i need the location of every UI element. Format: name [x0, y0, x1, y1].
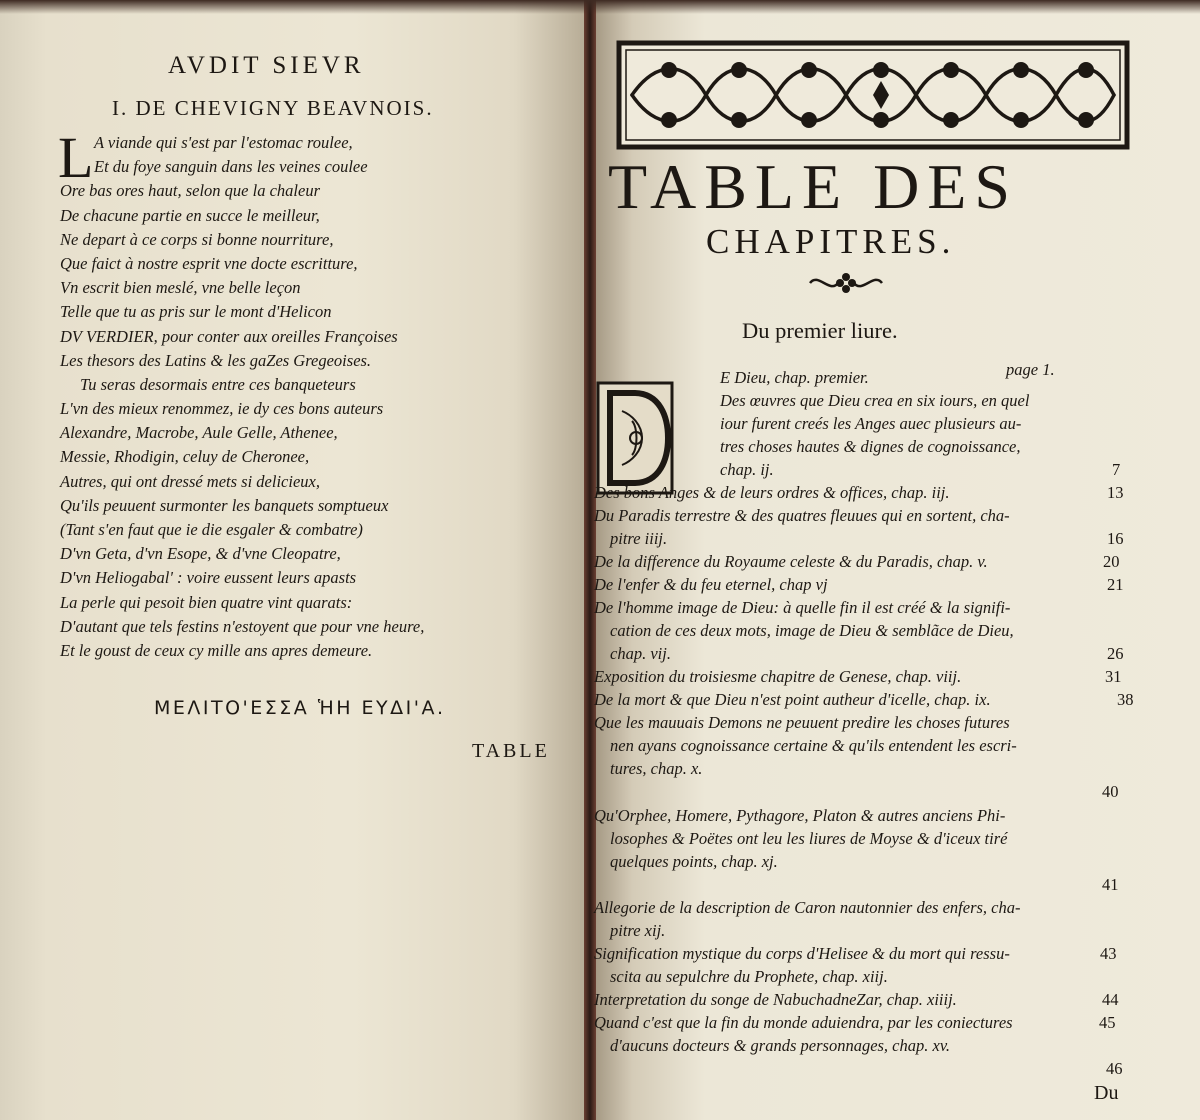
toc-entry: De la mort & que Dieu n'est point autheur d'icelle, chap. ix. — [594, 690, 991, 709]
toc-entry: Que les mauuais Demons ne peuuent predire les choses futures — [594, 713, 1010, 732]
verse-line: Ore bas ores haut, selon que la chaleur — [60, 181, 320, 201]
toc-entry: nen ayans cognoissance certaine & qu'ils entendent les escri- — [610, 736, 1017, 755]
verse-line: D'vn Heliogabal' : voire eussent leurs apasts — [60, 568, 357, 588]
toc-entry: Qu'Orphee, Homere, Pythagore, Platon & autres anciens Phi- — [594, 806, 1006, 825]
toc-page-number: 21 — [1107, 575, 1124, 594]
toc-page-number: 31 — [1105, 667, 1122, 686]
toc-entry: De l'enfer & du feu eternel, chap vj — [594, 575, 828, 594]
toc-entry: pitre xij. — [610, 921, 666, 940]
toc-page-number: 38 — [1117, 690, 1134, 709]
toc-page-number: 40 — [1102, 782, 1119, 801]
toc-entry: De la difference du Royaume celeste & du Paradis, chap. v. — [594, 552, 988, 571]
verse-line: Et le goust de ceux cy mille ans apres demeure. — [60, 640, 373, 660]
verse-line: (Tant s'en faut que ie die esgaler & combatre) — [60, 520, 363, 539]
toc-page-number: 43 — [1100, 944, 1117, 963]
verse-line: La perle qui pesoit bien quatre vint quarats: — [60, 592, 353, 612]
toc-entry: Quand c'est que la fin du monde aduiendra, par les coniectures — [594, 1013, 1013, 1032]
verse-line: Qu'ils peuuent surmonter les banquets somptueux — [60, 495, 389, 515]
toc-entry: scita au sepulchre du Prophete, chap. xiij. — [610, 967, 888, 986]
dropcap-letter: L — [58, 125, 94, 190]
toc-entry: Interpretation du songe de NabuchadneZar, chap. xiiij. — [594, 990, 957, 1009]
table-title: TABLE DES — [608, 151, 1018, 222]
toc-entry: chap. vij. — [610, 644, 671, 663]
verse-line: Messie, Rhodigin, celuy de Cheronee, — [60, 447, 310, 467]
toc-page-number: 16 — [1107, 529, 1124, 548]
verse-line: Que faict à nostre esprit vne docte escritture, — [60, 253, 358, 273]
toc-entry: Des œuvres que Dieu crea en six iours, en quel — [720, 391, 1030, 410]
verse-line: Les thesors des Latins & les gaZes Gregeoises. — [60, 350, 372, 370]
author-line: I. DE CHEVIGNY BEAVNOIS. — [112, 96, 434, 120]
toc-page-number: 45 — [1099, 1013, 1116, 1032]
catchword-right: Du — [1094, 1082, 1119, 1104]
book-heading: Du premier liure. — [742, 318, 898, 343]
page-top-shadow — [0, 0, 1200, 14]
toc-entry: chap. ij. — [720, 460, 774, 479]
toc-entry: Exposition du troisiesme chapitre de Genese, chap. viij. — [594, 667, 962, 686]
toc-entry: Du Paradis terrestre & des quatres fleuues qui en sortent, cha- — [594, 506, 1010, 525]
toc-entry: Des bons Anges & de leurs ordres & offices, chap. iij. — [594, 483, 950, 502]
toc-page-number: 26 — [1107, 644, 1124, 663]
floral-headpiece-ornament — [616, 40, 1130, 150]
toc-entry: losophes & Poëtes ont leu les liures de Moyse & d'iceux tiré — [610, 829, 1008, 848]
verse-line: D'vn Geta, d'vn Esope, & d'vne Cleopatre, — [60, 544, 341, 564]
verse-line: Autres, qui ont dressé mets si delicieux, — [60, 471, 320, 491]
verse-line: Telle que tu as pris sur le mont d'Helicon — [60, 302, 332, 322]
verse-line: De chacune partie en succe le meilleur, — [60, 205, 320, 225]
toc-page-number: 7 — [1112, 460, 1121, 479]
verse-line: D'autant que tels festins n'estoyent que pour vne heure, — [60, 616, 425, 636]
toc-entry: iour furent creés les Anges auec plusieurs au- — [720, 414, 1022, 433]
toc-entry: pitre iiij. — [610, 529, 668, 548]
verse-line: DV VERDIER, pour conter aux oreilles Françoises — [60, 326, 398, 346]
decorated-initial-d — [596, 381, 674, 495]
verse-line: L'vn des mieux renommez, ie dy ces bons auteurs — [60, 399, 384, 419]
verse-line: Ne depart à ce corps si bonne nourriture, — [60, 229, 334, 249]
table-subtitle: CHAPITRES. — [706, 222, 956, 261]
verse-line: Tu seras desormais entre ces banqueteurs — [80, 374, 356, 394]
toc-entry: E Dieu, chap. premier. — [720, 368, 869, 387]
toc-page-number: 46 — [1106, 1059, 1123, 1078]
toc-entry: cation de ces deux mots, image de Dieu & semblãce de Dieu, — [610, 621, 1014, 640]
toc-entry: d'aucuns docteurs & grands personnages, chap. xv. — [610, 1036, 951, 1055]
toc-page-number: 41 — [1102, 875, 1119, 894]
verse-line: Vn escrit bien meslé, vne belle leçon — [60, 278, 301, 298]
fleuron-ornament — [806, 270, 886, 296]
toc-entry: Signification mystique du corps d'Helisee & du mort qui ressu- — [594, 944, 1010, 963]
toc-page-number: 13 — [1107, 483, 1124, 502]
toc-entry: tures, chap. x. — [610, 759, 703, 778]
page-label: page 1. — [1006, 360, 1055, 379]
running-title: AVDIT SIEVR — [168, 52, 365, 79]
poem-verses — [58, 125, 580, 663]
verse-line: Alexandre, Macrobe, Aule Gelle, Athenee, — [60, 423, 338, 443]
greek-motto: ΜΕΛΙΤΟ'ΕΣΣΑ ἩΗ ΕΥΔΙ'Α. — [154, 697, 446, 719]
catchword-left: TABLE — [472, 740, 550, 762]
toc-entry: De l'homme image de Dieu: à quelle fin il est créé & la signifi- — [594, 598, 1011, 617]
toc-page-number: 44 — [1102, 990, 1119, 1009]
verse-line: Et du foye sanguin dans les veines coulee — [94, 157, 368, 177]
toc-page-number: 20 — [1103, 552, 1120, 571]
verse-line: A viande qui s'est par l'estomac roulee, — [94, 133, 353, 152]
toc-entry: Allegorie de la description de Caron nautonnier des enfers, cha- — [594, 898, 1021, 917]
toc-entry: quelques points, chap. xj. — [610, 852, 778, 871]
toc-entry: tres choses hautes & dignes de cognoissance, — [720, 437, 1021, 456]
